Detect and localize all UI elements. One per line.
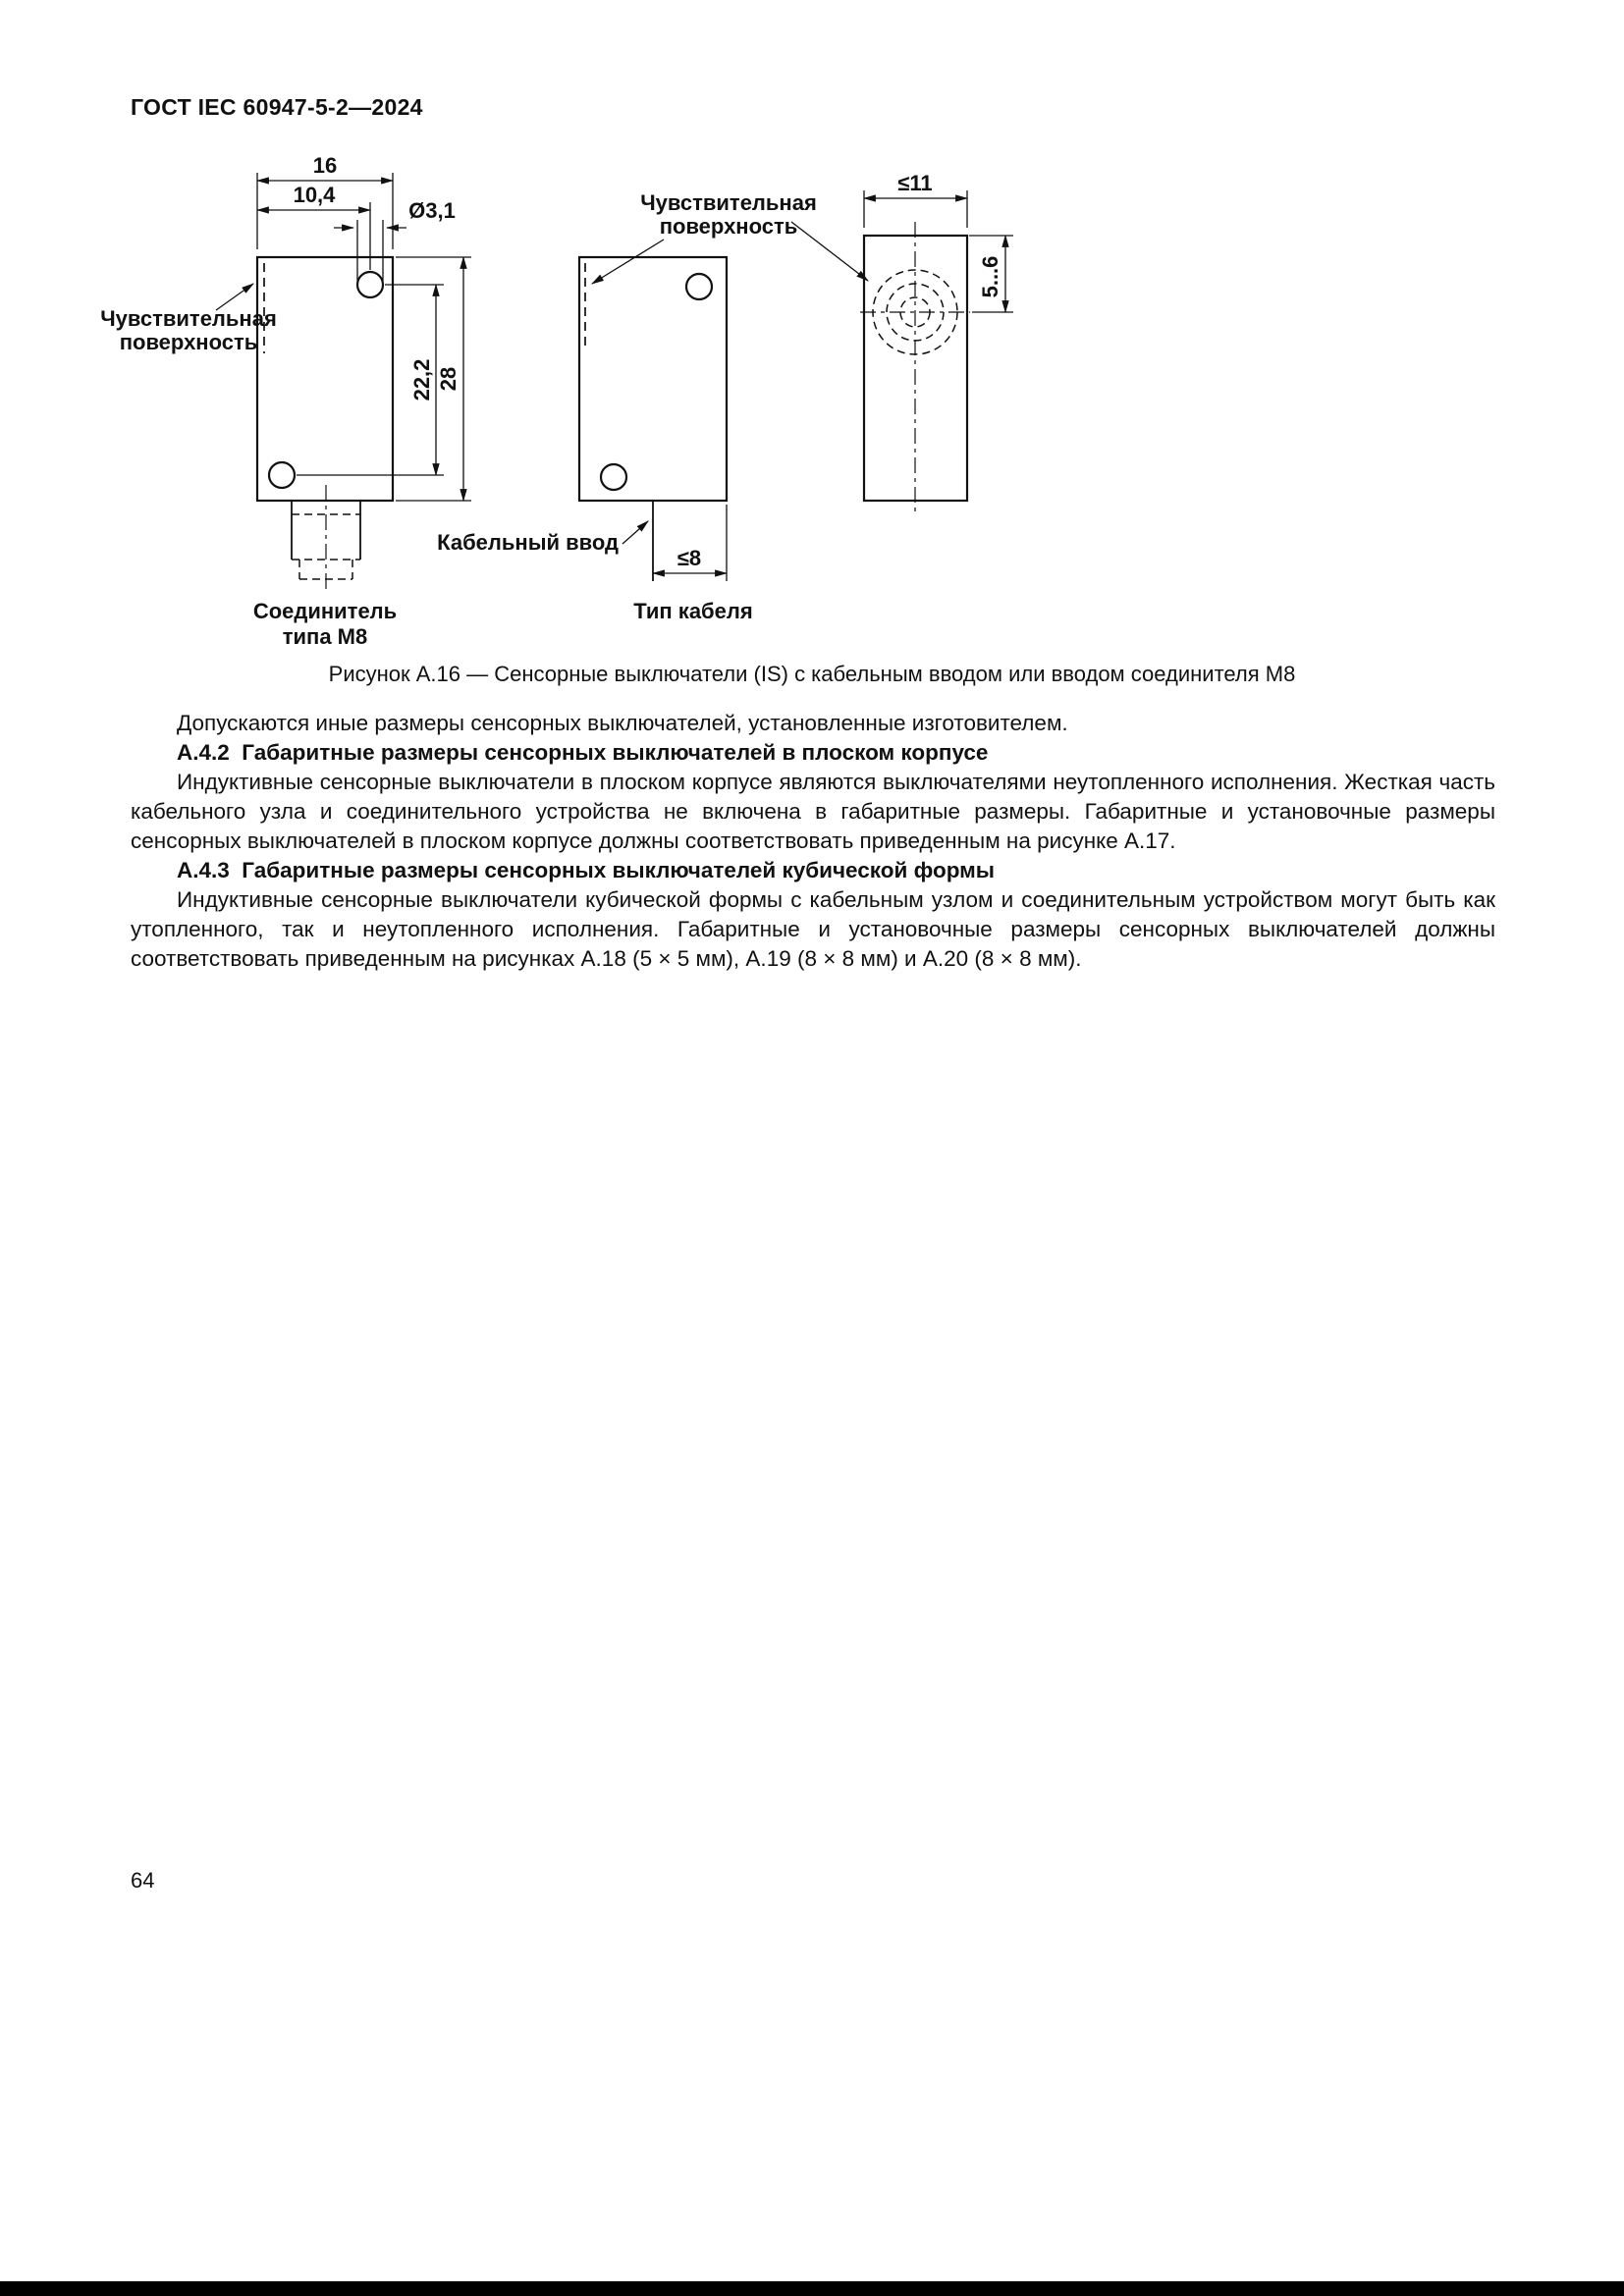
scan-edge-bar [0,2281,1624,2296]
front-view-m8-connector [100,153,471,649]
paragraph-intro: Допускаются иные размеры сенсорных выключателей, установленные изготовителем. [177,711,1068,735]
dimension-lines-middle-view [592,222,868,581]
dim-cable-8: ≤8 [677,546,702,570]
figure-caption: Рисунок А.16 — Сенсорные выключатели (IS) с кабельным вводом или вводом соединителя М8 [328,662,1296,686]
front-view-cable [437,190,868,623]
label-cable-type: Тип кабеля [633,599,753,623]
switch-body-outline [579,257,727,501]
dim-hole-dia-3-1: Ø3,1 [408,198,456,223]
heading-a-4-3: А.4.3 Габаритные размеры сенсорных выключателей кубической формы [177,858,996,882]
label-sensitive-surface-left-line1: Чувствительная [100,306,277,331]
mounting-hole-top [686,274,712,299]
dim-hole-spacing-22-2: 22,2 [409,358,434,401]
dim-height-28: 28 [436,366,460,392]
page-header: ГОСТ IEC 60947-5-2—2024 [131,94,423,120]
mounting-hole-top [357,272,383,297]
label-sensitive-surface-top-line1: Чувствительная [640,190,817,215]
dim-sensing-5-6: 5...6 [978,255,1002,298]
label-cable-entry: Кабельный ввод [437,530,619,555]
body-text [131,709,1495,974]
mounting-hole-bottom [601,464,626,490]
page-number: 64 [131,1868,155,1893]
heading-a-4-2: А.4.2 Габаритные размеры сенсорных выключателей в плоском корпусе [177,740,989,765]
paragraph-a-4-2: Индуктивные сенсорные выключатели в плоском корпусе являются выключателями неутопленного исполнения. Жесткая часть кабельного узла и соединительного устройства не включена в габаритные размеры. Габаритные и установочные размеры сенсорных выключателей в плоском корпусе должны соответствовать приведенным на рисунке А.17. [131,770,1495,853]
paragraph-a-4-3: Индуктивные сенсорные выключатели кубической формы с кабельным узлом и соединительным устройством могут быть как утопленного, так и неутопленного исполнения. Габаритные и установочные размеры сенсорных выключателей должны соответствовать приведенным на рисунках А.18 (5 × 5 мм), А.19 (8 × 8 мм) и А.20 (8 × 8 мм). [131,887,1495,971]
label-sensitive-surface-left-line2: поверхность [119,330,258,354]
figure-a16-drawing [0,147,1624,677]
mounting-hole-bottom [269,462,295,488]
side-view [860,171,1013,514]
dim-hole-offset-10-4: 10,4 [293,183,336,207]
dim-width-16: 16 [312,153,338,178]
label-connector-line2: типа М8 [282,624,368,649]
label-connector-line1: Соединитель [252,599,398,623]
label-sensitive-surface-top-line2: поверхность [659,214,798,239]
dim-depth-11: ≤11 [897,171,933,195]
